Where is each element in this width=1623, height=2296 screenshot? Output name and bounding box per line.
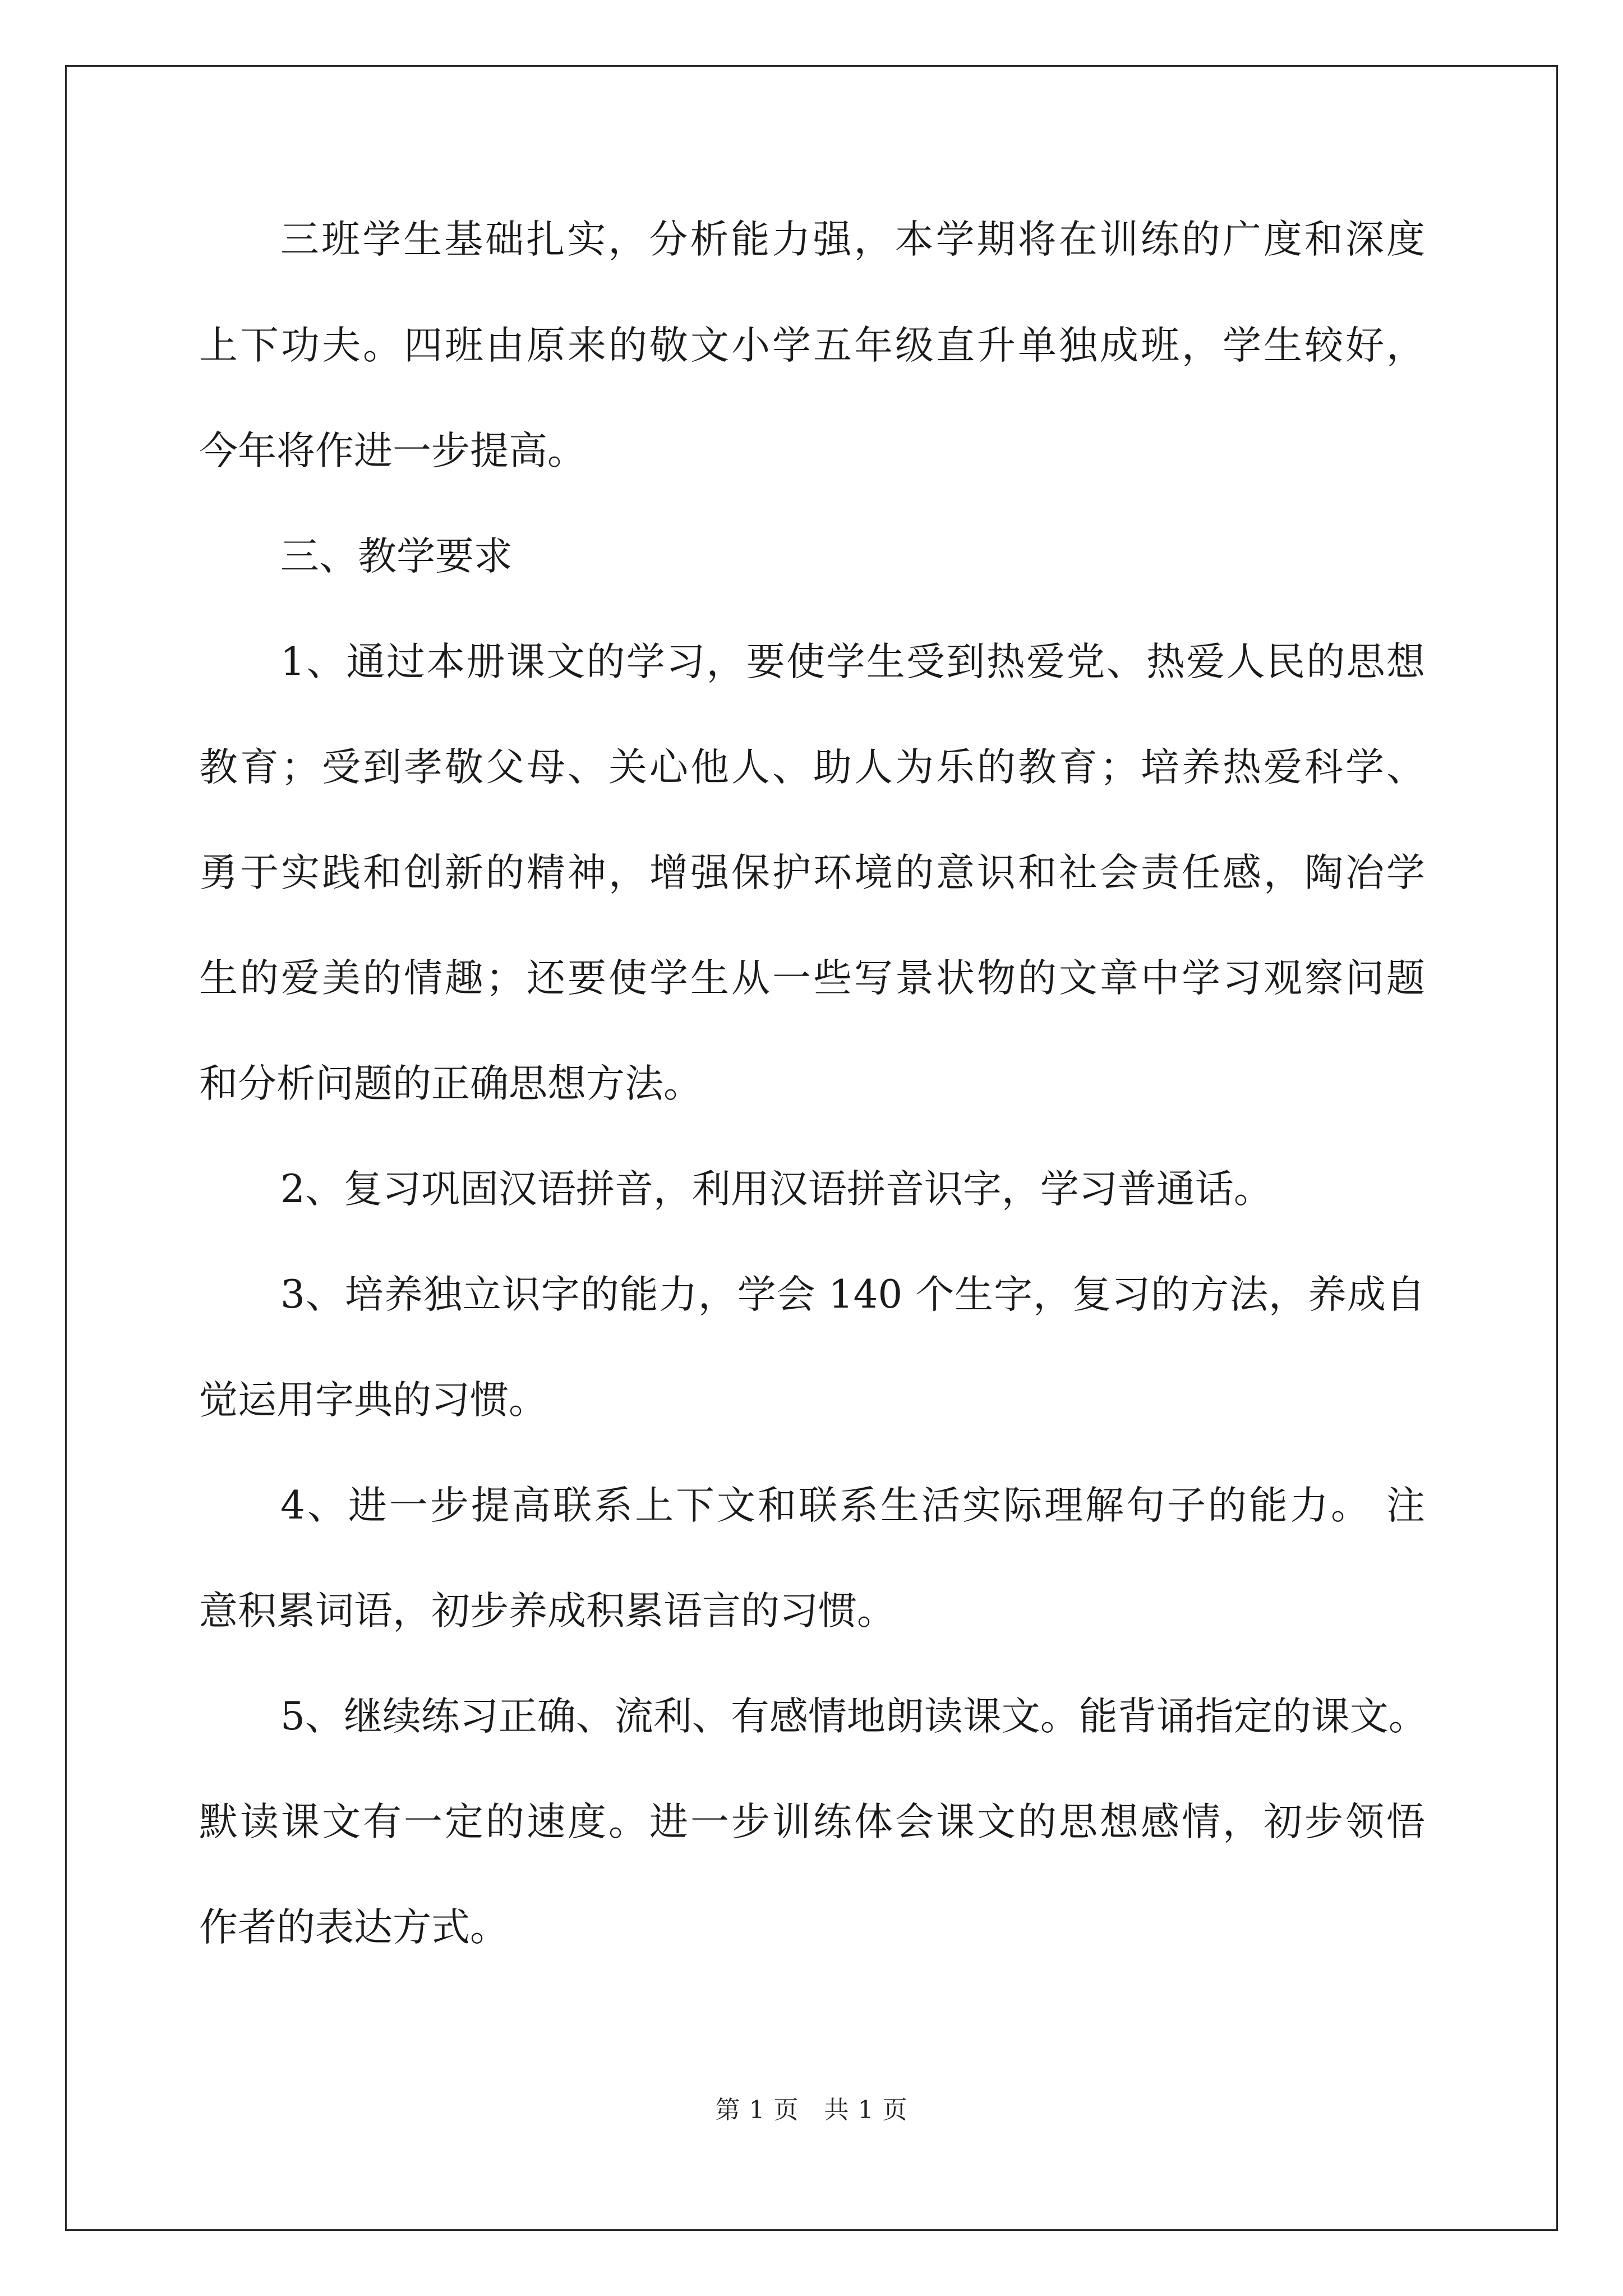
text-line: 三班学生基础扎实，分析能力强，本学期将在训练的广度和深度 [280,217,1425,262]
section-heading: 三、教学要求 [280,534,513,579]
text-line: 4、进一步提高联系上下文和联系生活实际理解句子的能力。 注 [280,1483,1425,1528]
text-line: 觉运用字典的习惯。 [199,1378,547,1423]
page-footer: 第 1 页 共 1 页 [715,2096,908,2124]
text-line: 和分析问题的正确思想方法。 [199,1061,702,1106]
text-line: 默读课文有一定的速度。进一步训练体会课文的思想感情，初步领悟 [199,1800,1425,1844]
text-line: 5、继续练习正确、流利、有感情地朗读课文。能背诵指定的课文。 [280,1694,1427,1739]
text-line: 上下功夫。四班由原来的敬文小学五年级直升单独成班，学生较好， [199,323,1425,368]
text-line: 1、通过本册课文的学习，要使学生受到热爱党、热爱人民的思想 [280,639,1425,684]
text-line: 作者的表达方式。 [199,1905,509,1950]
text-line: 意积累词语，初步养成积累语言的习惯。 [199,1589,896,1634]
text-line: 生的爱美的情趣；还要使学生从一些写景状物的文章中学习观察问题 [199,956,1425,1001]
text-line: 勇于实践和创新的精神，增强保护环境的意识和社会责任感，陶冶学 [199,850,1425,895]
text-line: 教育；受到孝敬父母、关心他人、助人为乐的教育；培养热爱科学、 [199,745,1425,790]
text-line: 2、复习巩固汉语拼音，利用汉语拼音识字，学习普通话。 [280,1167,1272,1212]
text-line: 3、培养独立识字的能力，学会 140 个生字，复习的方法，养成自 [280,1272,1425,1317]
text-line: 今年将作进一步提高。 [199,429,586,473]
